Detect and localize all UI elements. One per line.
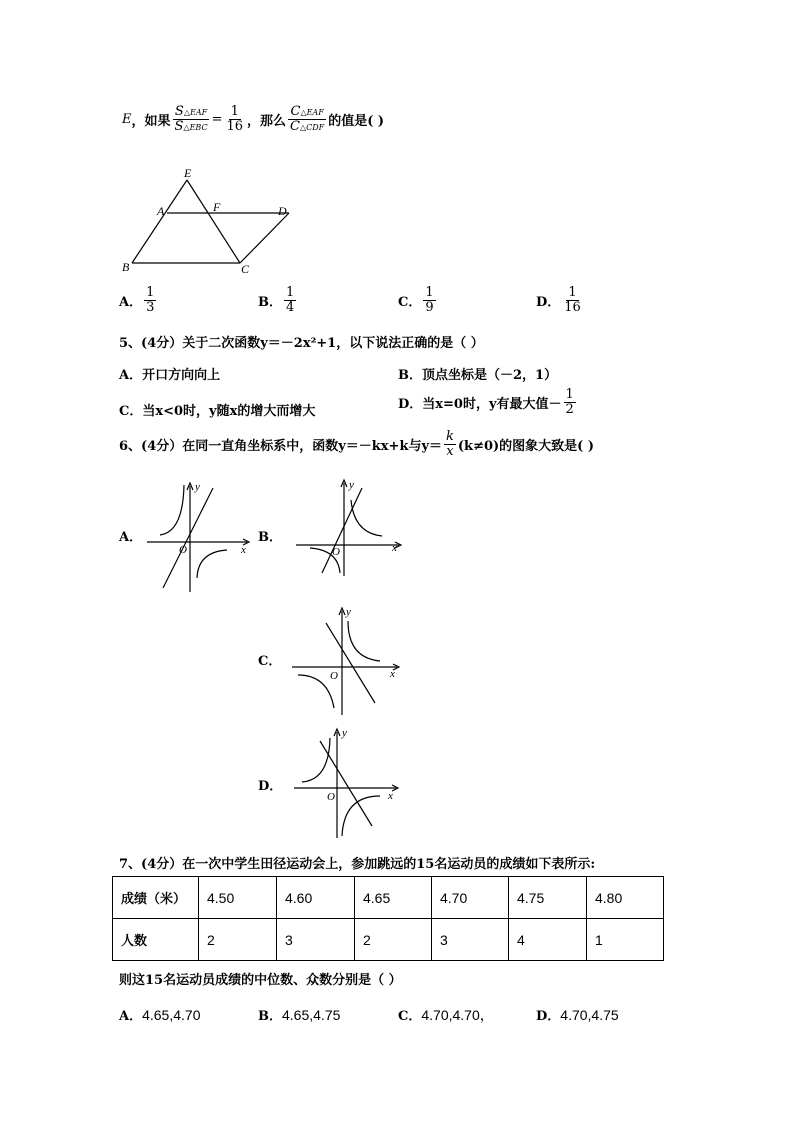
table-cell: 1 bbox=[587, 919, 664, 961]
q6-graph-c[interactable] bbox=[290, 603, 405, 718]
table-cell: 4.60 bbox=[277, 877, 355, 919]
label-a: A bbox=[157, 204, 165, 218]
q5-option-c[interactable]: C．当x<0时，y随x的增大而增大 bbox=[119, 404, 316, 419]
graph-d-x: x bbox=[388, 790, 393, 802]
q7-score-table bbox=[112, 876, 664, 961]
q7-option-a[interactable]: A．4.65,4.70 bbox=[119, 1007, 201, 1024]
graph-c-x: x bbox=[390, 668, 395, 680]
q4-text1: ，如果 bbox=[131, 113, 171, 129]
q5-stem: 5、(4分）关于二次函数y＝－2x²+1，以下说法正确的是（ ） bbox=[119, 336, 484, 351]
table-cell: 4.65 bbox=[355, 877, 432, 919]
q6-option-c-label[interactable]: C． bbox=[258, 654, 282, 669]
q4-text3: 的值是( ) bbox=[328, 113, 385, 129]
table-row bbox=[113, 919, 664, 961]
table-row bbox=[113, 877, 664, 919]
q4-area-ratio: $\frac{\text{S△EAF}}{\text{S△EBC}}$ bbox=[174, 104, 208, 134]
q7-option-d[interactable]: D．4.70,4.75 bbox=[536, 1007, 619, 1024]
table-cell: 3 bbox=[432, 919, 509, 961]
label-f: F bbox=[213, 200, 221, 214]
q4-option-c[interactable]: C． $\frac{1}{9}$ bbox=[398, 285, 434, 315]
q4-perimeter-ratio: $\frac{\text{C△EAF}}{\text{C△CDF}}$ bbox=[290, 104, 325, 134]
table-cell: 成绩（米） bbox=[113, 877, 199, 919]
q7-option-b[interactable]: B．4.65,4.75 bbox=[258, 1007, 341, 1024]
q6-option-a-label[interactable]: A． bbox=[119, 530, 143, 545]
graph-d-o: O bbox=[327, 791, 335, 803]
table-cell: 2 bbox=[199, 919, 277, 961]
table-cell: 4.70 bbox=[432, 877, 509, 919]
q4-stem bbox=[122, 105, 384, 133]
q4-point-e: E bbox=[122, 111, 132, 127]
table-cell: 4 bbox=[509, 919, 587, 961]
table-cell: 人数 bbox=[113, 919, 199, 961]
q4-value-fraction: $\frac{1}{16}$ bbox=[226, 104, 244, 134]
q6-option-b-label[interactable]: B． bbox=[258, 530, 282, 545]
label-c: C bbox=[241, 262, 250, 276]
table-cell: 3 bbox=[277, 919, 355, 961]
table-cell: 4.50 bbox=[199, 877, 277, 919]
label-b: B bbox=[122, 260, 130, 274]
graph-d-y: y bbox=[342, 727, 347, 739]
q6-option-d-label[interactable]: D． bbox=[258, 779, 283, 794]
q6-graph-b[interactable] bbox=[294, 478, 409, 578]
q4-parallelogram-figure bbox=[115, 165, 315, 280]
q7-question: 则这15名运动员成绩的中位数、众数分别是（ ） bbox=[119, 973, 402, 988]
q4-eq: = bbox=[211, 111, 223, 127]
label-d: D bbox=[278, 204, 287, 218]
graph-b-y: y bbox=[349, 479, 354, 491]
q6-graph-a[interactable] bbox=[145, 480, 260, 595]
q7-stem: 7、(4分）在一次中学生田径运动会上，参加跳远的15名运动员的成绩如下表所示: bbox=[119, 857, 596, 872]
graph-a-x: x bbox=[241, 544, 246, 556]
q6-stem: 6、(4分）在同一直角坐标系中，函数y＝－kx+k与y＝ $\frac{k}{x}$ (k≠0)的图象大致是( ) bbox=[119, 429, 594, 459]
q5-option-b[interactable]: B．顶点坐标是（－2，1） bbox=[398, 368, 558, 383]
table-cell: 2 bbox=[355, 919, 432, 961]
q4-option-a[interactable]: A． $\frac{1}{3}$ bbox=[119, 285, 155, 315]
graph-a-y: y bbox=[195, 481, 200, 493]
q5-option-d[interactable]: D．当x=0时，y有最大值－ $\frac{1}{2}$ bbox=[398, 387, 574, 417]
q6-graph-d[interactable] bbox=[292, 726, 407, 841]
graph-b-x: x bbox=[392, 542, 397, 554]
q5-option-a[interactable]: A．开口方向向上 bbox=[119, 368, 221, 383]
table-cell: 4.75 bbox=[509, 877, 587, 919]
graph-b-o: O bbox=[332, 546, 340, 558]
graph-c-y: y bbox=[346, 606, 351, 618]
graph-c-o: O bbox=[330, 670, 338, 682]
q4-option-b[interactable]: B． $\frac{1}{4}$ bbox=[258, 285, 295, 315]
q4-text2: ，那么 bbox=[247, 113, 287, 129]
table-cell: 4.80 bbox=[587, 877, 664, 919]
q7-option-c[interactable]: C．4.70,4.70， bbox=[398, 1007, 494, 1024]
graph-a-o: O bbox=[179, 544, 187, 556]
label-e: E bbox=[184, 166, 192, 180]
q4-option-d[interactable]: D． $\frac{1}{16}$ bbox=[536, 285, 581, 315]
